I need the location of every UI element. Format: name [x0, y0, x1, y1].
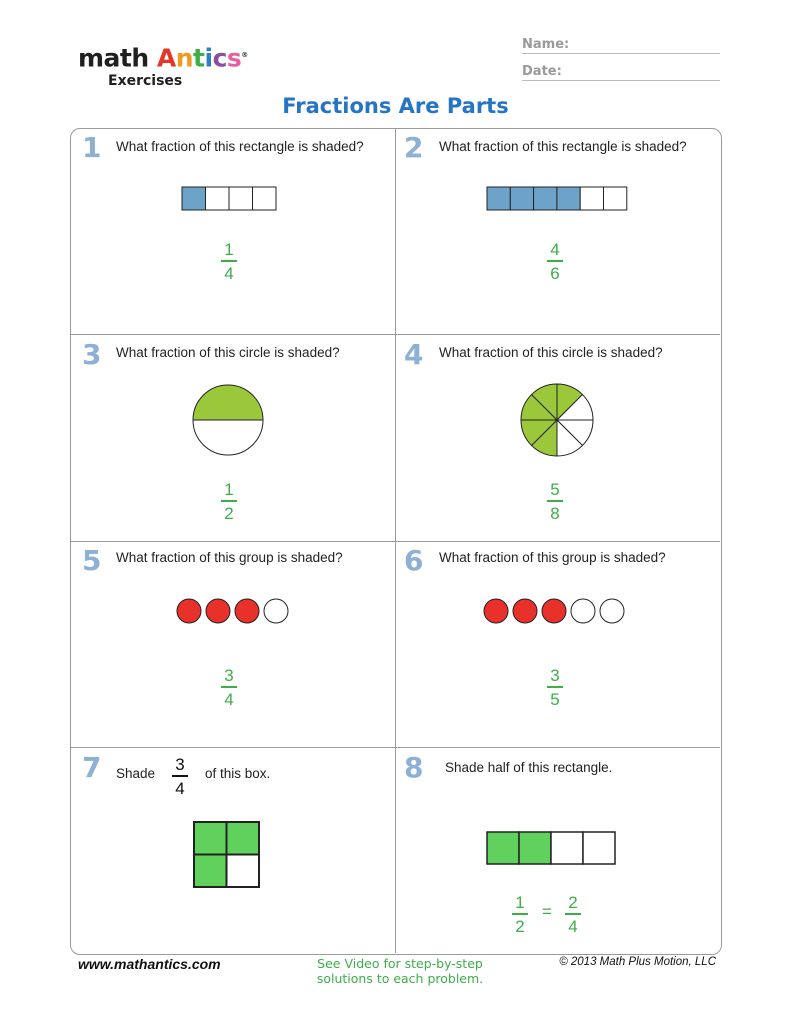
problem-5-answer	[209, 666, 249, 709]
fraction-bar	[221, 686, 237, 688]
problem-2-question: What fraction of this rectangle is shaded?	[439, 139, 687, 154]
problem-4-denominator: 8	[550, 503, 560, 523]
problem-5-question: What fraction of this group is shaded?	[116, 550, 343, 565]
problem-1-rectangle	[181, 186, 277, 212]
problem-8-rectangle[interactable]	[486, 831, 616, 866]
problem-1-denominator: 4	[224, 263, 234, 283]
footer-copyright: © 2013 Math Plus Motion, LLC	[559, 956, 716, 968]
problem-7-denominator: 4	[175, 778, 185, 798]
problem-2-numerator: 4	[550, 240, 560, 259]
problem-8-left-numerator: 1	[515, 893, 525, 912]
registered-mark: ®	[241, 51, 248, 59]
fraction-bar	[547, 686, 563, 688]
problem-4-numerator: 5	[550, 480, 560, 499]
name-field[interactable]	[522, 37, 720, 54]
problem-3-number: 3	[82, 338, 102, 371]
problem-4-answer	[535, 480, 575, 523]
problem-7-prefix: Shade	[116, 766, 156, 781]
logo-letter-t: t	[193, 43, 205, 73]
problem-5-denominator: 4	[224, 689, 234, 709]
problem-3-question: What fraction of this circle is shaded?	[116, 345, 340, 360]
footer-website-link[interactable]: www.mathantics.com	[78, 956, 221, 972]
fraction-bar	[172, 775, 188, 777]
logo-letter-i: i	[204, 43, 213, 73]
problem-4-circle	[519, 382, 595, 458]
grid-divider-row-3	[70, 747, 720, 748]
logo-math-text: math	[78, 43, 157, 73]
problem-4-question: What fraction of this circle is shaded?	[439, 345, 663, 360]
problem-5-number: 5	[82, 544, 102, 577]
problem-6-group	[482, 597, 628, 625]
problem-2-rectangle	[486, 186, 628, 212]
problem-2-answer	[535, 240, 575, 283]
problem-1-numerator: 1	[224, 240, 234, 259]
date-field[interactable]	[522, 64, 720, 81]
problem-7-box[interactable]	[193, 821, 261, 889]
problem-8-equals: =	[542, 902, 552, 921]
problem-2-denominator: 6	[550, 263, 560, 283]
problem-7-numerator: 3	[175, 755, 185, 774]
fraction-bar	[547, 500, 563, 502]
problem-8-left-denominator: 2	[515, 916, 525, 936]
fraction-bar	[565, 913, 581, 915]
math-antics-logo	[78, 42, 248, 89]
problem-8-right-denominator: 4	[568, 916, 578, 936]
problem-6-question: What fraction of this group is shaded?	[439, 550, 666, 565]
fraction-bar	[512, 913, 528, 915]
logo-letter-s: s	[226, 43, 242, 73]
logo-subtitle: Exercises	[108, 73, 183, 90]
grid-divider-row-2	[70, 541, 720, 542]
footer-note-line-1: See Video for step-by-step	[317, 956, 483, 971]
problem-8-right-numerator: 2	[568, 893, 578, 912]
fraction-bar	[547, 260, 563, 262]
problem-8-number: 8	[404, 751, 424, 784]
grid-divider-row-1	[70, 334, 720, 335]
problem-7-given-fraction	[160, 755, 200, 798]
problem-5-numerator: 3	[224, 666, 234, 685]
problem-4-number: 4	[404, 338, 424, 371]
fraction-bar	[221, 500, 237, 502]
problem-3-answer	[209, 480, 249, 523]
logo-letter-n: n	[175, 43, 194, 73]
footer-note-line-2: solutions to each problem.	[316, 971, 484, 986]
problem-5-group	[175, 597, 291, 625]
worksheet-title: Fractions Are Parts	[282, 94, 509, 118]
problem-6-answer	[535, 666, 575, 709]
problem-6-denominator: 5	[550, 689, 560, 709]
problem-8-question: Shade half of this rectangle.	[445, 760, 613, 775]
fraction-bar	[221, 260, 237, 262]
logo-letter-a: A	[156, 43, 176, 73]
problem-3-numerator: 1	[224, 480, 234, 499]
name-label: Name:	[522, 37, 570, 52]
problem-1-answer	[209, 240, 249, 283]
problem-8-answer-left	[500, 893, 540, 936]
problem-2-number: 2	[404, 131, 424, 164]
problem-1-number: 1	[82, 131, 102, 164]
problem-7-suffix: of this box.	[205, 766, 271, 781]
problem-8-answer-right	[553, 893, 593, 936]
problem-1-question: What fraction of this rectangle is shaded?	[116, 139, 364, 154]
problem-3-circle	[191, 383, 265, 457]
logo-letter-c: c	[212, 43, 227, 73]
footer-video-note	[290, 956, 510, 986]
problem-3-denominator: 2	[224, 503, 234, 523]
problem-7-number: 7	[82, 751, 102, 784]
date-label: Date:	[522, 64, 562, 79]
problem-6-numerator: 3	[550, 666, 560, 685]
problem-6-number: 6	[404, 544, 424, 577]
